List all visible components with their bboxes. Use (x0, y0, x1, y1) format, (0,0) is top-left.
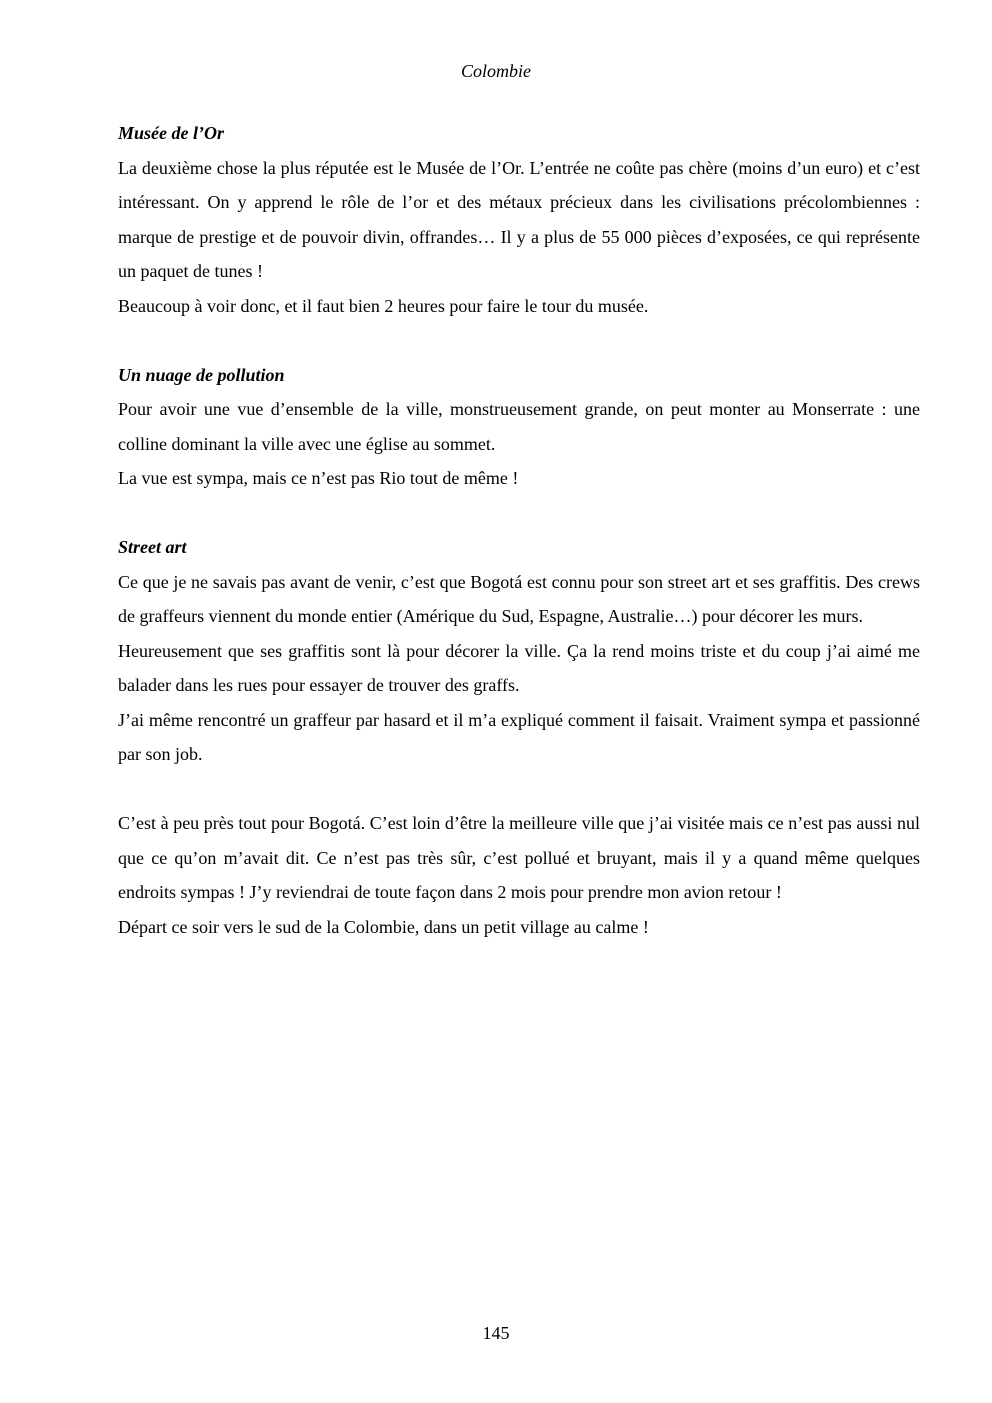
section-un-nuage-de-pollution (118, 358, 920, 496)
section-street-art (118, 530, 920, 772)
section-title: Un nuage de pollution (118, 364, 285, 385)
paragraph: C’est à peu près tout pour Bogotá. C’est loin d’être la meilleure ville que j’ai visitée mais ce n’est pas aussi nul que ce qu’on m’avait dit. Ce n’est pas très sûr, c’est pollué et bruyant, mais il y a quand même quelques endroits sympas ! J’y reviendrai de toute façon dans 2 mois pour prendre mon avion retour ! (118, 813, 920, 902)
paragraph: Pour avoir une vue d’ensemble de la ville, monstrueusement grande, on peut monter au Monserrate : une colline dominant la ville avec une église au sommet. (118, 399, 920, 454)
paragraph: Ce que je ne savais pas avant de venir, c’est que Bogotá est connu pour son street art et ses graffitis. Des crews de graffeurs viennent du monde entier (Amérique du Sud, Espagne, Australie…) pour décorer les murs. (118, 571, 920, 626)
paragraph: Heureusement que ses graffitis sont là pour décorer la ville. Ça la rend moins triste et du coup j’ai aimé me balader dans les rues pour essayer de trouver des graffs. (118, 640, 920, 695)
paragraph: Beaucoup à voir donc, et il faut bien 2 heures pour faire le tour du musée. (118, 295, 649, 316)
blank-line (118, 323, 920, 358)
section-musee-de-lor (118, 116, 920, 323)
paragraph: La deuxième chose la plus réputée est le Musée de l’Or. L’entrée ne coûte pas chère (moins d’un euro) et c’est intéressant. On y apprend le rôle de l’or et des métaux précieux dans les civilisations précolombiennes : marque de prestige et de pouvoir divin, offrandes… Il y a plus de 55 000 pièces d’exposées, ce qui représente un paquet de tunes ! (118, 157, 920, 281)
paragraph: La vue est sympa, mais ce n’est pas Rio tout de même ! (118, 468, 519, 488)
page-content (118, 116, 920, 944)
blank-line (118, 772, 920, 807)
section-title: Musée de l’Or (118, 123, 224, 143)
paragraph: J’ai même rencontré un graffeur par hasard et il m’a expliqué comment il faisait. Vraiment sympa et passionné par son job. (118, 709, 920, 764)
paragraph: Départ ce soir vers le sud de la Colombie, dans un petit village au calme ! (118, 916, 649, 937)
conclusion (118, 806, 920, 944)
running-header: Colombie (461, 61, 531, 81)
page-number: 145 (482, 1323, 510, 1343)
blank-line (118, 496, 920, 531)
section-title: Street art (118, 537, 187, 557)
